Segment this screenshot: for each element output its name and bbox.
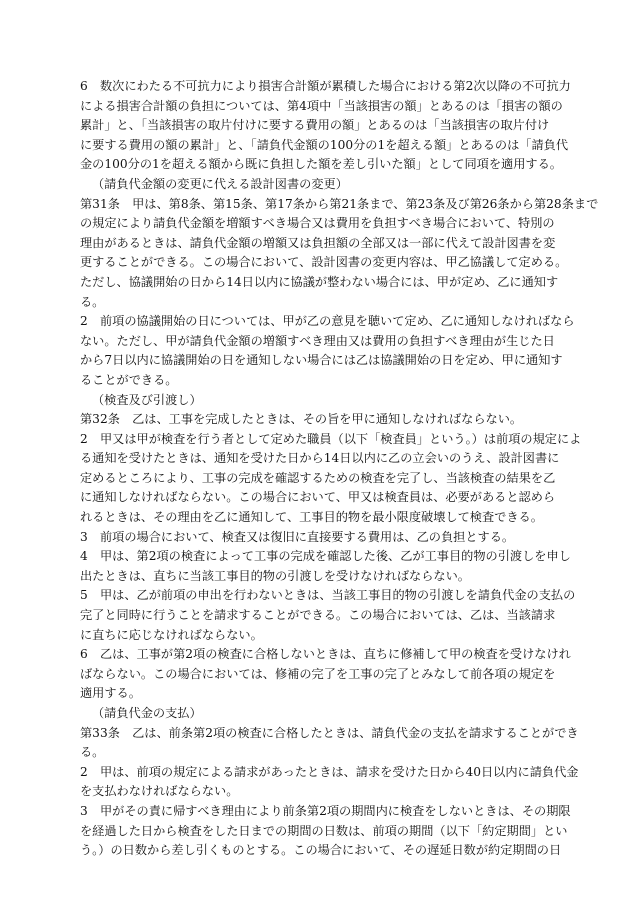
text-line: 定めるところにより、工事の完成を確認するための検査を完了し、当該検査の結果を乙 [80,470,556,485]
text-line: （検査及び引渡し） [92,392,202,407]
text-line: ばならない。この場合においては、修補の完了を工事の完了とみなして前各項の規定を [80,666,556,681]
text-line: 2 甲は、前項の規定による請求があったときは、請求を受けた日から40日以内に請負代金 [80,764,579,779]
article-caption [80,704,552,724]
text-line: （請負代金額の変更に代える設計図書の変更） [92,176,348,191]
text-line: ない。ただし、甲が請負代金額の増額すべき理由又は費用の負担すべき理由が生じた日 [80,333,555,348]
text-line: の規定により請負代金額を増額すべき場合又は費用を負担すべき場合において、特別の [80,216,555,231]
article-caption [80,391,552,411]
clause-paragraph [80,763,579,802]
clause-paragraph [80,77,571,175]
article-heading-paragraph [80,724,579,763]
clause-paragraph [80,586,576,645]
text-line: 完了と同時に行うことを請求することができる。この場合においては、乙は、当該請求 [80,608,556,623]
text-line: 3 甲がその責に帰すべき理由により前条第2項の期間内に検査をしないときは、その期限 [80,803,571,818]
text-line: 3 前項の場合において、検査又は復旧に直接要する費用は、乙の負担とする。 [80,529,515,544]
text-line: （請負代金の支払） [92,706,202,720]
text-line: ただし、協議開始の日から14日以内に協議が整わない場合には、甲が定め、乙に通知す [80,274,559,289]
text-line: れるときは、その理由を乙に通知して、工事目的物を最小限度破壊して検査できる。 [80,510,543,525]
text-line: 2 甲又は甲が検査を行う者として定めた職員（以下「検査員」という。）は前項の規定によ [80,431,582,446]
text-line: に通知しなければならない。この場合において、甲又は検査員は、必要があると認めら [80,490,556,505]
clause-paragraph [80,430,582,528]
text-line: を経過した日から検査をした日までの期間の日数は、前項の期間（以下「約定期間」とい [80,823,568,838]
text-line: を支払わなければならない。 [80,784,239,799]
text-line: る通知を受けたときは、通知を受けた日から14日以内に乙の立会いのうえ、設計図書に [80,451,560,466]
text-line: る。 [80,294,105,309]
text-line: ることができる。 [80,372,178,387]
text-line: 第31条 甲は、第8条、第15条、第17条から第21条まで、第23条及び第26条から第28条まで [80,196,599,211]
text-line: う。）の日数から差し引くものとする。この場合において、その遅延日数が約定期間の日 [80,843,562,858]
text-line: 累計」と、「当該損害の取片付けに要する費用の額」とあるのは「当該損害の取片付け [80,118,550,133]
text-line: による損害合計額の負担については、第4項中「当該損害の額」とあるのは「損害の額の [80,98,563,113]
article-heading-paragraph [80,195,599,313]
document-body [80,77,599,861]
text-line: 理由があるときは、請負代金額の増額又は負担額の全部又は一部に代えて設計図書を変 [80,235,556,250]
text-line: 出たときは、直ちに当該工事目的物の引渡しを受けなければならない。 [80,568,470,583]
text-line: に直ちに応じなければならない。 [80,627,263,642]
text-line: 6 数次にわたる不可抗力により損害合計額が累積した場合における第2次以降の不可抗力 [80,79,571,93]
text-line: 更することができる。この場合において、設計図書の変更内容は、甲乙協議して定める。 [80,255,568,270]
text-line: から7日以内に協議開始の日を通知しない場合には乙は協議開始の日を定め、甲に通知す [80,353,563,368]
text-line: 5 甲は、乙が前項の申出を行わないときは、当該工事目的物の引渡しを請負代金の支払の [80,588,576,603]
text-line: 2 前項の協議開始の日については、甲が乙の意見を聴いて定め、乙に通知しなければなら [80,314,575,329]
text-line: 第33条 乙は、前条第2項の検査に合格したときは、請負代金の支払を請求することができ [80,725,579,740]
text-line: る。 [80,745,105,760]
clause-paragraph [80,547,571,586]
article-caption [80,175,552,195]
clause-paragraph [80,312,575,390]
clause-paragraph [80,528,552,548]
text-line: 4 甲は、第2項の検査によって工事の完成を確認した後、乙が工事目的物の引渡しを申し [80,549,571,564]
text-line: 第32条 乙は、工事を完成したときは、その旨を甲に通知しなければならない。 [80,412,523,427]
text-line: に要する費用の額の累計」と、「請負代金額の100分の1を超える額」とあるのは「請負代 [80,137,569,152]
text-line: 6 乙は、工事が第2項の検査に合格しないときは、直ちに修補して甲の検査を受けなけれ [80,647,571,662]
text-line: 適用する。 [80,686,141,701]
text-line: 金の100分の1を超える額から既に負担した額を差し引いた額」として同項を適用する。 [80,157,562,172]
clause-paragraph [80,645,571,704]
clause-paragraph [80,802,571,861]
article-heading-paragraph [80,410,552,430]
